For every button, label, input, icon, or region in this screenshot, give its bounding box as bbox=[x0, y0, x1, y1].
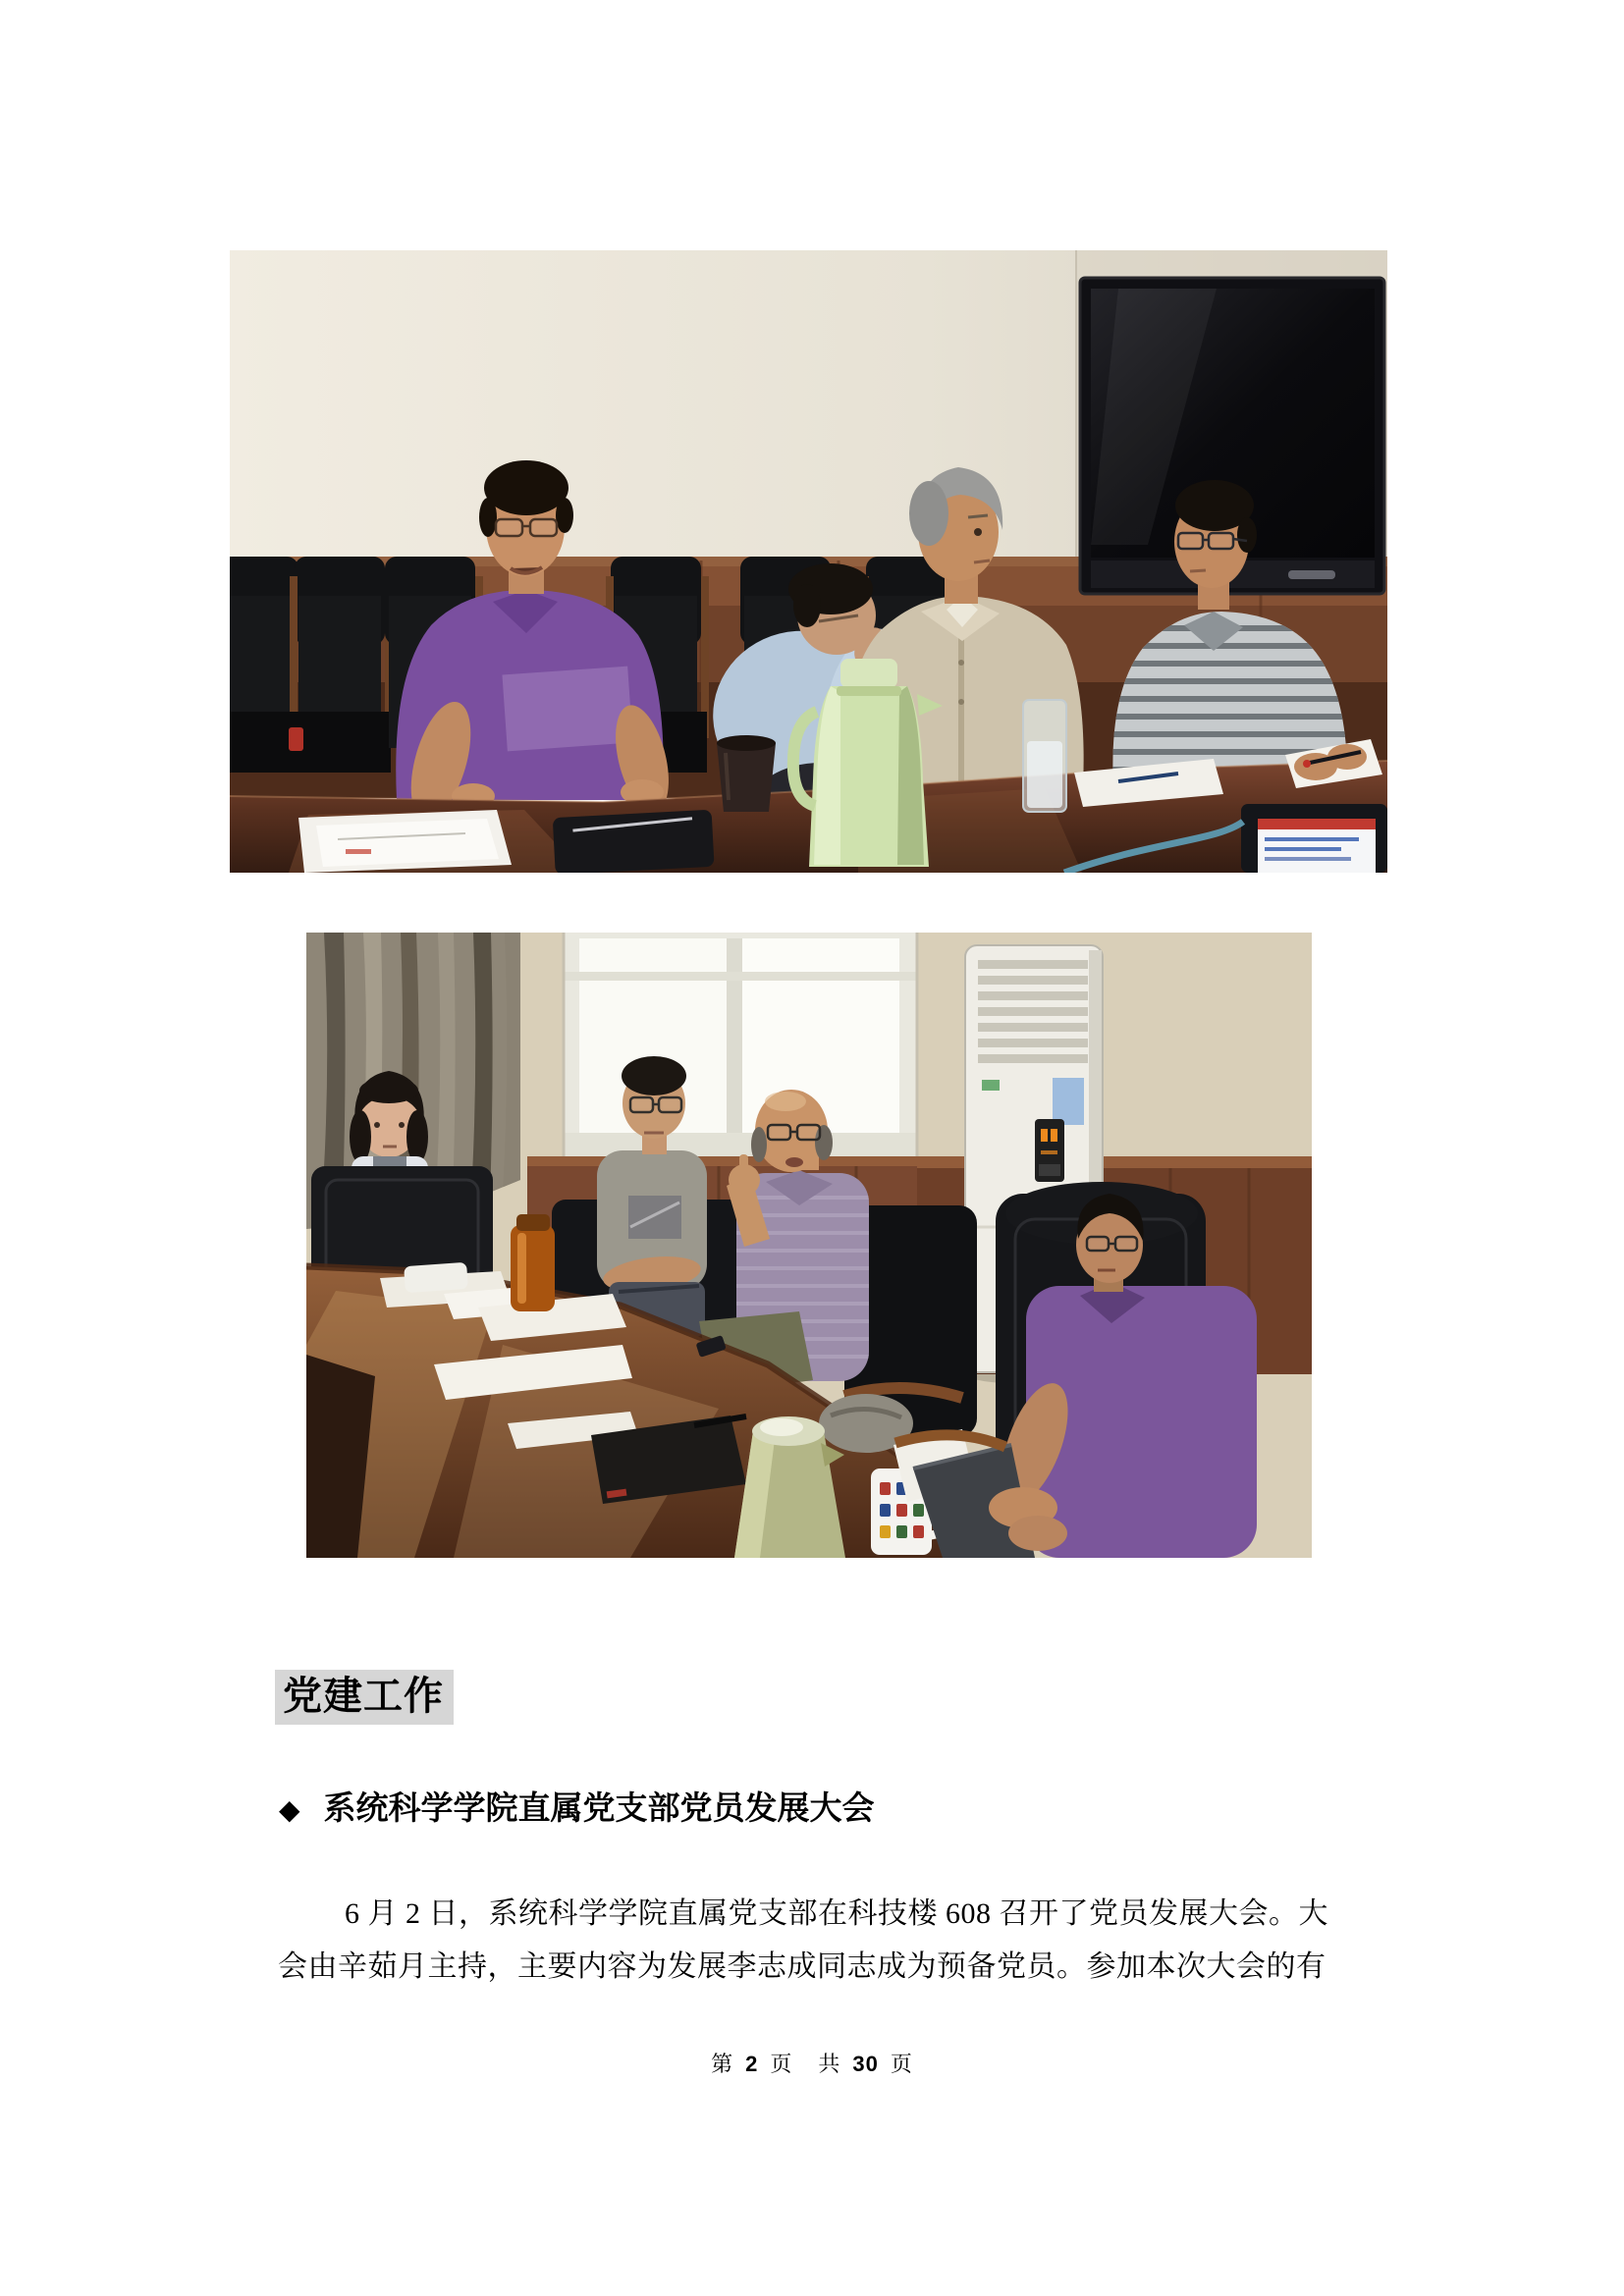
meeting-photo-bottom bbox=[306, 933, 1312, 1558]
amber-jar bbox=[511, 1214, 555, 1311]
section-heading-text: 党建工作 bbox=[283, 1674, 444, 1718]
laptop bbox=[1241, 804, 1387, 873]
ac-display bbox=[1035, 1119, 1064, 1182]
ac-logo bbox=[982, 1080, 1000, 1091]
footer-page-unit: 页 bbox=[770, 2052, 793, 2076]
notebook-case bbox=[553, 810, 715, 873]
diamond-bullet-icon: ◆ bbox=[279, 1793, 300, 1826]
footer-prefix: 第 bbox=[711, 2052, 734, 2076]
footer-total-pages: 30 bbox=[852, 2052, 879, 2076]
page-footer bbox=[0, 2048, 1624, 2078]
footer-total-prefix: 共 bbox=[818, 2052, 841, 2076]
ac-sticker bbox=[1053, 1078, 1084, 1125]
tea-cup bbox=[717, 735, 776, 812]
footer-total-unit: 页 bbox=[890, 2052, 913, 2076]
window bbox=[564, 933, 917, 1158]
paragraph-line-2: 会由辛茹月主持，主要内容为发展李志成同志成为预备党员。参加本次大会的有 bbox=[278, 1950, 1326, 1983]
meeting-photo-top bbox=[230, 250, 1387, 873]
papers-left bbox=[298, 810, 512, 873]
footer-current-page: 2 bbox=[745, 2052, 759, 2076]
water-glass bbox=[1023, 700, 1066, 812]
topic-heading-text: 系统科学学院直属党支部党员发展大会 bbox=[323, 1791, 875, 1827]
paragraph-line-1: 6 月 2 日，系统科学学院直属党支部在科技楼 608 召开了党员发展大会。大 bbox=[345, 1897, 1328, 1930]
tv-logo bbox=[1288, 570, 1335, 579]
section-heading bbox=[275, 1670, 454, 1725]
red-cup bbox=[289, 727, 303, 751]
topic-heading bbox=[279, 1790, 875, 1830]
